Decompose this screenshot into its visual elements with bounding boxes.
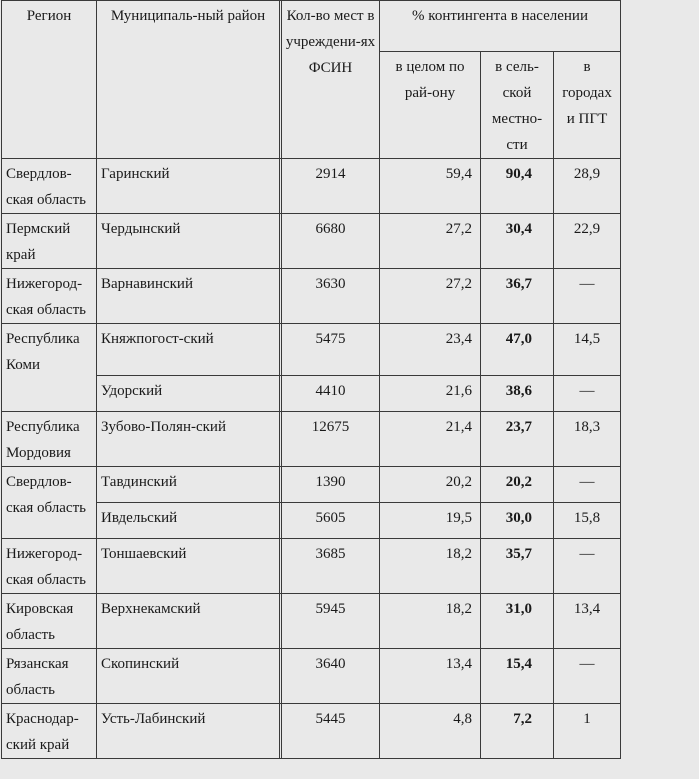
region-cell: Рязанская область [2,649,97,704]
district-cell: Удорский [97,376,280,412]
table-row [2,412,699,467]
region-cell: Кировская область [2,594,97,649]
header-percent-urban: в городах и ПГТ [554,52,621,159]
district-cell: Усть-Лабинский [97,704,280,759]
region-cell: Краснодар-ский край [2,704,97,759]
percent-total-cell: 27,2 [380,214,481,269]
district-cell: Верхнекамский [97,594,280,649]
percent-urban-cell: — [554,649,621,704]
table-row [2,214,699,269]
district-cell: Варнавинский [97,269,280,324]
table-row [2,269,699,324]
header-district: Муниципаль-ный район [97,1,280,159]
percent-total-cell: 21,4 [380,412,481,467]
header-region: Регион [2,1,97,159]
percent-urban-cell: — [554,376,621,412]
places-cell: 5605 [282,503,380,539]
places-cell: 3630 [282,269,380,324]
district-cell: Зубово-Полян-ский [97,412,280,467]
percent-rural-cell: 30,4 [481,214,554,269]
percent-total-cell: 23,4 [380,324,481,376]
percent-urban-cell: 28,9 [554,159,621,214]
table-row [2,376,699,412]
percent-urban-cell: 1 [554,704,621,759]
header-percent-group: % контингента в населении [380,1,621,52]
table-row [2,539,699,594]
percent-total-cell: 19,5 [380,503,481,539]
percent-rural-cell: 90,4 [481,159,554,214]
percent-urban-cell: 18,3 [554,412,621,467]
percent-rural-cell: 38,6 [481,376,554,412]
table-row [2,594,699,649]
percent-rural-cell: 31,0 [481,594,554,649]
percent-total-cell: 27,2 [380,269,481,324]
district-cell: Гаринский [97,159,280,214]
percent-rural-cell: 47,0 [481,324,554,376]
places-cell: 5475 [282,324,380,376]
region-cell: Пермский край [2,214,97,269]
region-cell: Нижегород-ская область [2,269,97,324]
percent-total-cell: 4,8 [380,704,481,759]
percent-urban-cell: — [554,539,621,594]
header-places: Кол-во мест в учреждени-ях ФСИН [282,1,380,159]
table-row [2,467,699,503]
district-cell: Княжпогост-ский [97,324,280,376]
table-row [2,704,699,759]
district-cell: Тоншаевский [97,539,280,594]
district-cell: Скопинский [97,649,280,704]
places-cell: 4410 [282,376,380,412]
percent-total-cell: 13,4 [380,649,481,704]
header-percent-rural: в сель-ской местно-сти [481,52,554,159]
percent-urban-cell: 22,9 [554,214,621,269]
percent-rural-cell: 23,7 [481,412,554,467]
places-cell: 3640 [282,649,380,704]
places-cell: 6680 [282,214,380,269]
region-cell: Республика Коми [2,324,97,412]
table-row [2,159,699,214]
percent-rural-cell: 7,2 [481,704,554,759]
places-cell: 3685 [282,539,380,594]
region-cell: Свердлов-ская область [2,159,97,214]
header-percent-total: в целом по рай-ону [380,52,481,159]
percent-rural-cell: 15,4 [481,649,554,704]
places-cell: 2914 [282,159,380,214]
district-cell: Чердынский [97,214,280,269]
percent-rural-cell: 20,2 [481,467,554,503]
table-row [2,503,699,539]
percent-urban-cell: 13,4 [554,594,621,649]
places-cell: 1390 [282,467,380,503]
fsin-contingent-table [1,0,699,759]
percent-total-cell: 20,2 [380,467,481,503]
region-cell: Нижегород-ская область [2,539,97,594]
percent-urban-cell: — [554,269,621,324]
percent-total-cell: 18,2 [380,594,481,649]
places-cell: 5445 [282,704,380,759]
table-row [2,649,699,704]
percent-total-cell: 21,6 [380,376,481,412]
places-cell: 5945 [282,594,380,649]
percent-rural-cell: 35,7 [481,539,554,594]
places-cell: 12675 [282,412,380,467]
percent-rural-cell: 30,0 [481,503,554,539]
region-cell: Свердлов-ская область [2,467,97,539]
percent-urban-cell: 14,5 [554,324,621,376]
percent-urban-cell: 15,8 [554,503,621,539]
percent-urban-cell: — [554,467,621,503]
table-row [2,324,699,376]
percent-total-cell: 59,4 [380,159,481,214]
percent-rural-cell: 36,7 [481,269,554,324]
district-cell: Ивдельский [97,503,280,539]
percent-total-cell: 18,2 [380,539,481,594]
region-cell: Республика Мордовия [2,412,97,467]
district-cell: Тавдинский [97,467,280,503]
